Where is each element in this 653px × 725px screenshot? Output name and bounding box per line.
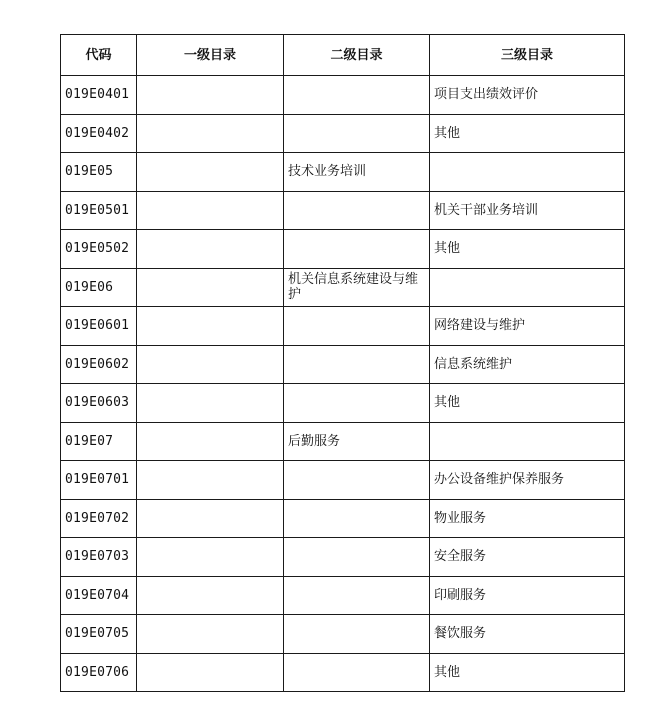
cell-level1 [137,576,284,615]
cell-level3 [430,422,625,461]
cell-level3: 办公设备维护保养服务 [430,461,625,500]
table-row [61,268,625,307]
header-level2: 二级目录 [284,35,430,76]
cell-level1 [137,345,284,384]
cell-level1 [137,461,284,500]
table-row [61,576,625,615]
table-row [61,114,625,153]
cell-level1 [137,76,284,115]
table-body [61,76,625,692]
cell-level3: 安全服务 [430,538,625,577]
cell-code: 019E0706 [61,653,137,692]
cell-code: 019E0704 [61,576,137,615]
header-level3: 三级目录 [430,35,625,76]
cell-code: 019E0703 [61,538,137,577]
cell-level2 [284,191,430,230]
cell-code: 019E0702 [61,499,137,538]
table-header-row [61,35,625,76]
table-row [61,538,625,577]
table-row [61,653,625,692]
cell-code: 019E07 [61,422,137,461]
cell-level2 [284,307,430,346]
table-row [61,153,625,192]
cell-level3 [430,268,625,307]
cell-level3: 物业服务 [430,499,625,538]
cell-code: 019E0705 [61,615,137,654]
cell-level2 [284,461,430,500]
cell-code: 019E0601 [61,307,137,346]
table-row [61,384,625,423]
table-row [61,461,625,500]
cell-level2 [284,615,430,654]
cell-level1 [137,307,284,346]
cell-level1 [137,153,284,192]
table-row [61,499,625,538]
cell-code: 019E0602 [61,345,137,384]
cell-level3: 其他 [430,384,625,423]
cell-level2 [284,653,430,692]
cell-level1 [137,384,284,423]
cell-code: 019E05 [61,153,137,192]
cell-level3: 餐饮服务 [430,615,625,654]
table-row [61,345,625,384]
cell-level1 [137,422,284,461]
cell-level2 [284,230,430,269]
cell-level1 [137,191,284,230]
cell-level1 [137,114,284,153]
cell-code: 019E06 [61,268,137,307]
cell-code: 019E0401 [61,76,137,115]
cell-level3: 网络建设与维护 [430,307,625,346]
cell-level3 [430,153,625,192]
cell-level1 [137,268,284,307]
cell-code: 019E0603 [61,384,137,423]
cell-level2: 机关信息系统建设与维护 [284,268,430,307]
cell-level3: 信息系统维护 [430,345,625,384]
cell-level1 [137,230,284,269]
cell-level2 [284,114,430,153]
cell-level2: 后勤服务 [284,422,430,461]
header-level1: 一级目录 [137,35,284,76]
cell-level3: 项目支出绩效评价 [430,76,625,115]
cell-level2 [284,576,430,615]
cell-level3: 机关干部业务培训 [430,191,625,230]
cell-code: 019E0701 [61,461,137,500]
cell-code: 019E0502 [61,230,137,269]
cell-code: 019E0501 [61,191,137,230]
cell-level1 [137,653,284,692]
cell-code: 019E0402 [61,114,137,153]
table-row [61,191,625,230]
cell-level3: 其他 [430,230,625,269]
catalog-table [60,34,625,692]
cell-level2: 技术业务培训 [284,153,430,192]
cell-level2 [284,345,430,384]
cell-level1 [137,499,284,538]
cell-level3: 其他 [430,114,625,153]
cell-level2 [284,538,430,577]
cell-level2 [284,76,430,115]
cell-level2 [284,499,430,538]
cell-level1 [137,615,284,654]
table-row [61,76,625,115]
cell-level1 [137,538,284,577]
cell-level3: 其他 [430,653,625,692]
table-row [61,307,625,346]
header-code: 代码 [61,35,137,76]
table-row [61,230,625,269]
cell-level3: 印刷服务 [430,576,625,615]
table-row [61,615,625,654]
cell-level2 [284,384,430,423]
table-row [61,422,625,461]
